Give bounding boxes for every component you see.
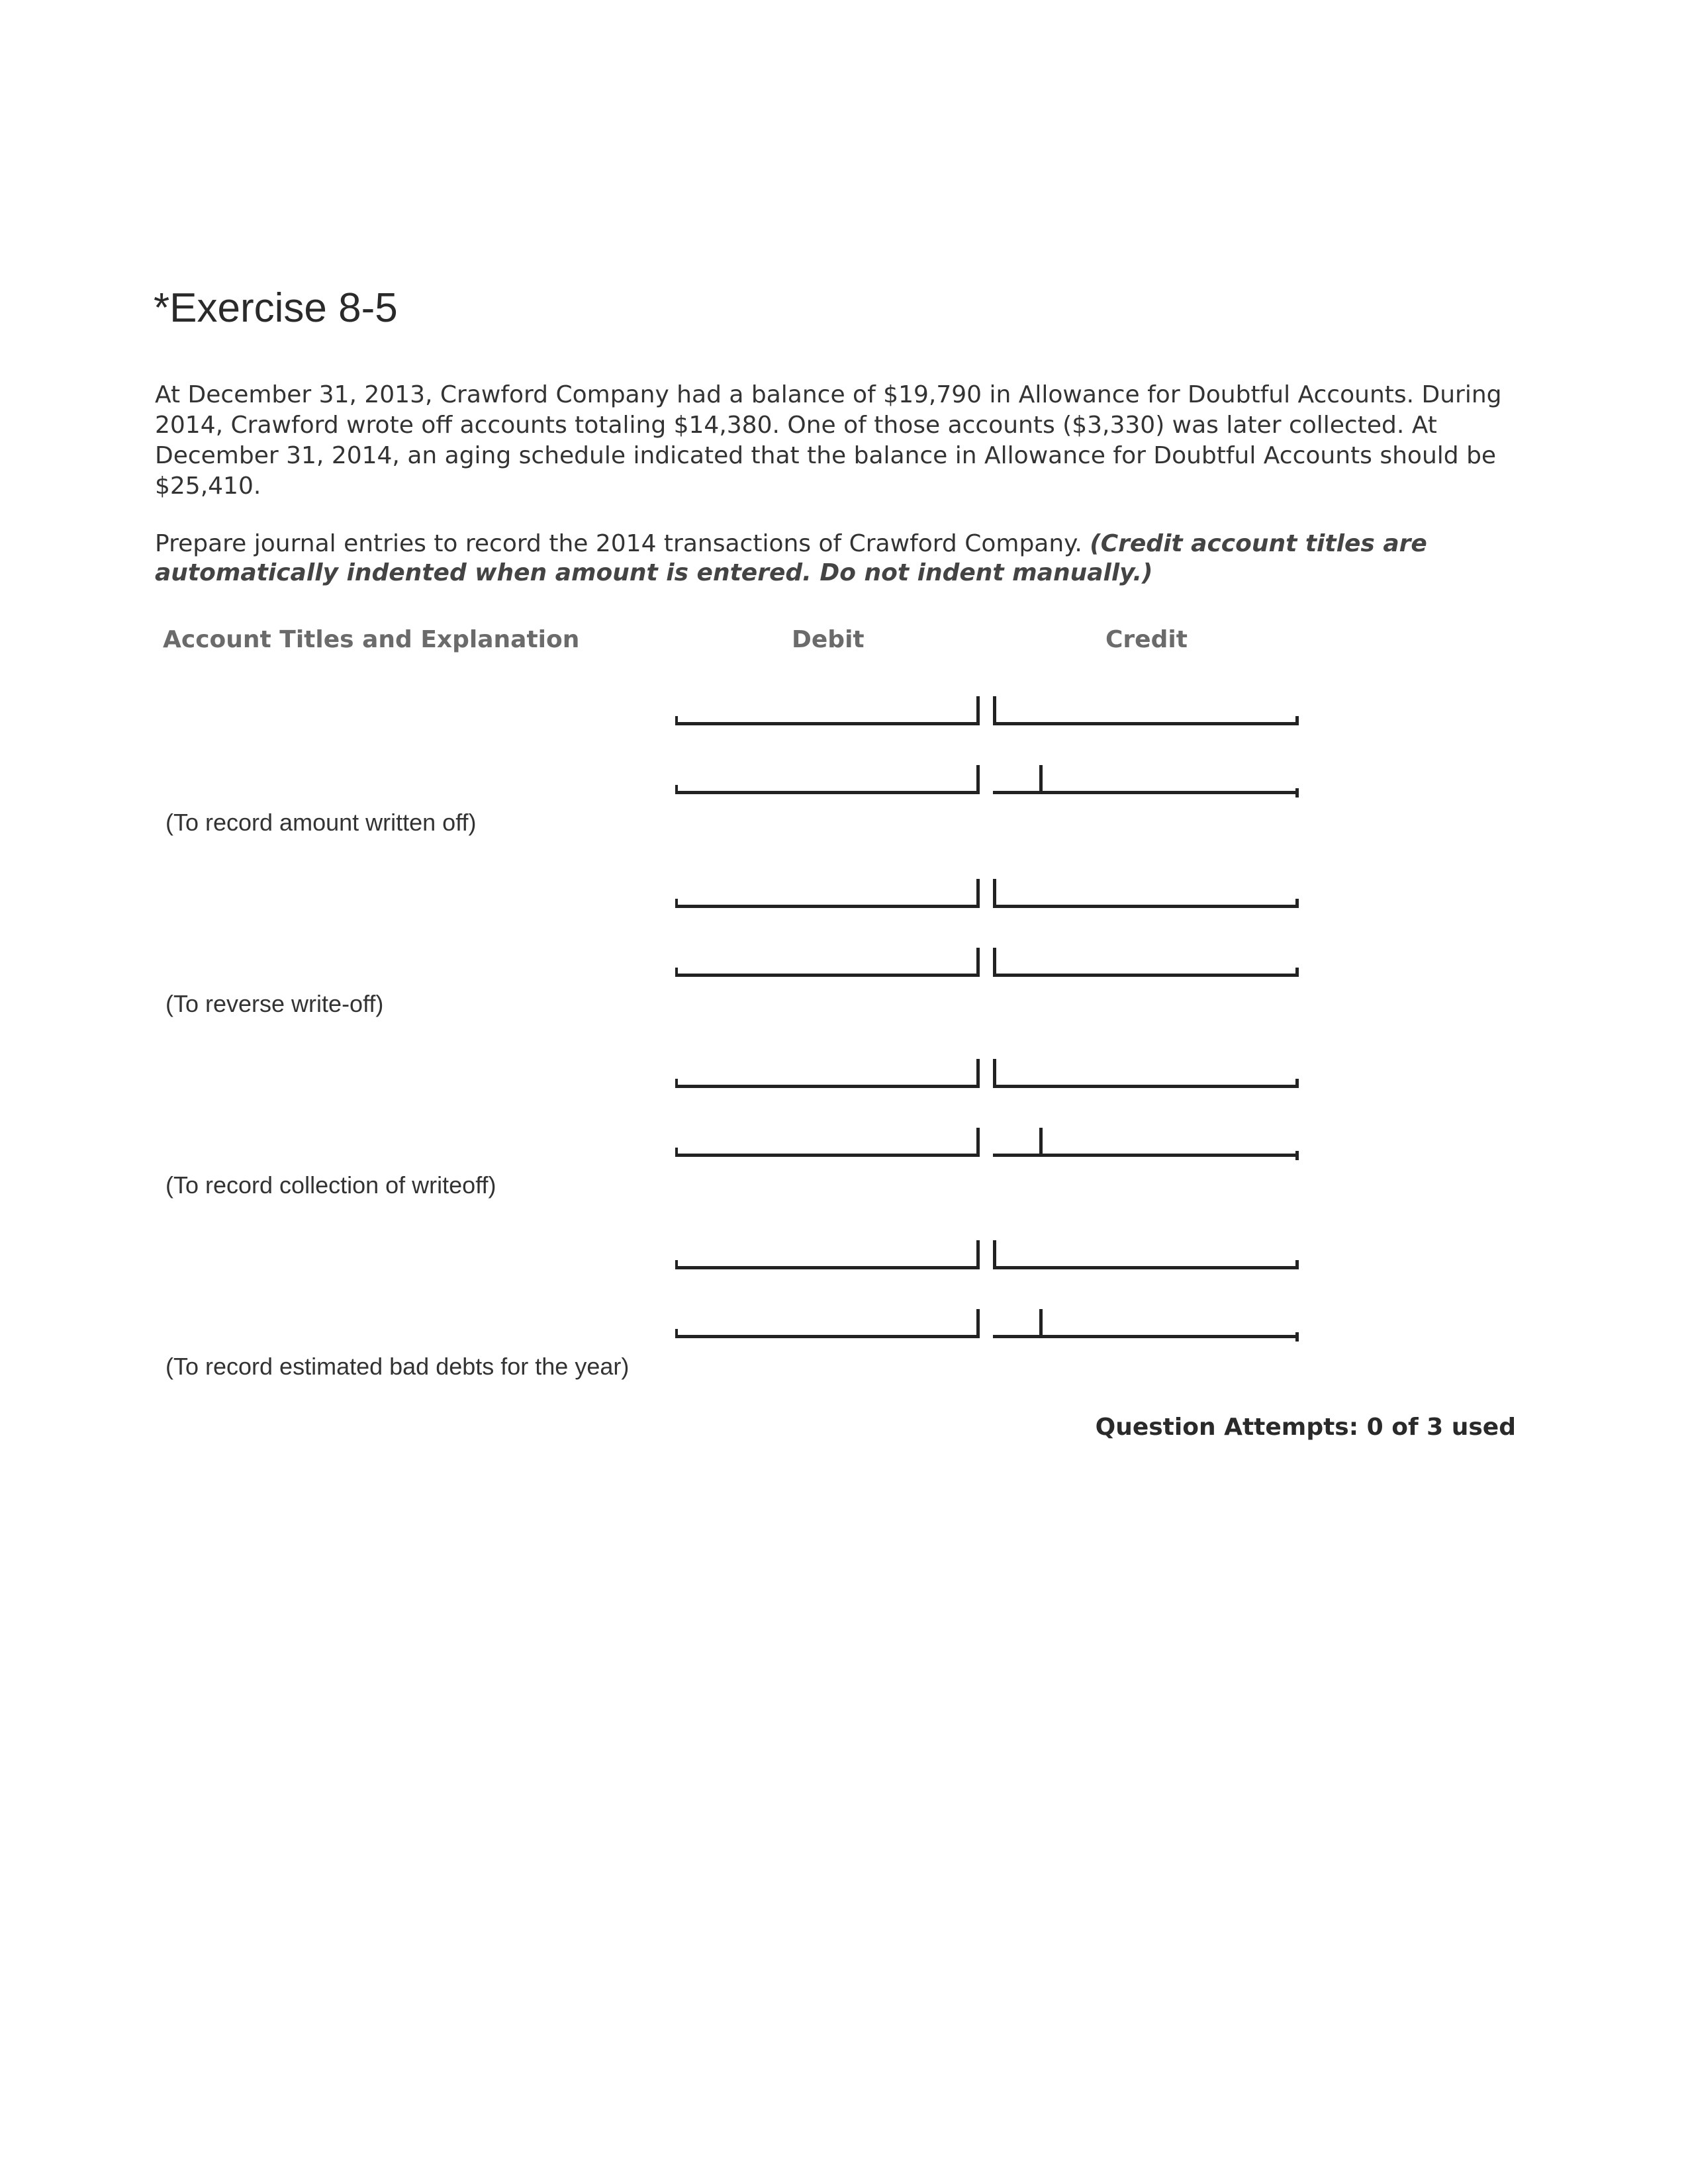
header-credit: Credit (1105, 626, 1188, 653)
debit-input[interactable] (675, 948, 980, 977)
problem-statement: At December 31, 2013, Crawford Company had a balance of $19,790 in Allowance for Doubtful Accounts. During 2014, Crawford wrote off accounts totaling $14,380. One of those accounts ($3,330) was later collected. At December 31, 2014, an aging schedule indicated that the balance in Allowance for Doubtful Accounts should be $25,410. (155, 381, 1502, 500)
indent-connector (993, 1335, 1043, 1338)
credit-input[interactable] (1039, 765, 1299, 794)
exercise-title: *Exercise 8-5 (154, 285, 398, 331)
debit-input[interactable] (675, 765, 980, 794)
entry-explanation: (To record estimated bad debts for the year) (165, 1353, 630, 1380)
header-account-titles: Account Titles and Explanation (163, 626, 580, 653)
credit-input[interactable] (993, 696, 1299, 725)
debit-input[interactable] (675, 879, 980, 908)
credit-input[interactable] (993, 1059, 1299, 1088)
debit-input[interactable] (675, 1240, 980, 1269)
instructions (155, 529, 1558, 588)
entry-explanation: (To record amount written off) (165, 809, 477, 836)
instruction-note: (Credit account titles are automatically indented when amount is entered. Do not indent manually.) (155, 530, 1427, 586)
indent-connector (993, 791, 1043, 794)
credit-input[interactable] (993, 879, 1299, 908)
entry-explanation: (To record collection of writeoff) (165, 1171, 496, 1199)
credit-input[interactable] (993, 948, 1299, 977)
credit-input[interactable] (1039, 1309, 1299, 1338)
entry-explanation: (To reverse write-off) (165, 990, 384, 1017)
debit-input[interactable] (675, 1309, 980, 1338)
credit-input[interactable] (1039, 1128, 1299, 1157)
credit-input[interactable] (993, 1240, 1299, 1269)
debit-input[interactable] (675, 696, 980, 725)
debit-input[interactable] (675, 1059, 980, 1088)
instruction-text: Prepare journal entries to record the 2014 transactions of Crawford Company. (155, 530, 1090, 557)
question-attempts: Question Attempts: 0 of 3 used (1095, 1414, 1516, 1441)
indent-connector (993, 1154, 1043, 1157)
header-debit: Debit (792, 626, 865, 653)
debit-input[interactable] (675, 1128, 980, 1157)
